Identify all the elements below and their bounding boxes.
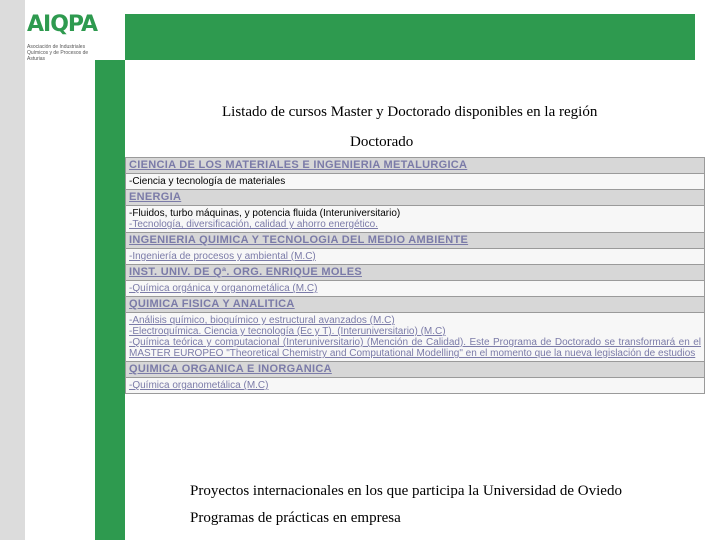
course-link[interactable]: -Química organometálica (M.C) bbox=[129, 380, 269, 391]
table-row bbox=[126, 297, 705, 313]
table-row bbox=[126, 158, 705, 174]
table-row bbox=[126, 265, 705, 281]
aiqpa-logo bbox=[25, 12, 98, 62]
area-cell[interactable] bbox=[126, 362, 705, 378]
international-projects-text: Proyectos internacionales en los que participa la Universidad de Oviedo bbox=[190, 483, 622, 499]
logo-tagline: Asociación de Industriales Químicos y de Procesos de Asturias bbox=[27, 44, 89, 62]
area-link[interactable]: ENERGIA bbox=[129, 191, 182, 203]
table-row bbox=[126, 174, 705, 190]
detail-cell bbox=[126, 378, 705, 394]
course-link[interactable]: -Ingeniería de procesos y ambiental (M.C) bbox=[129, 251, 316, 262]
course-link[interactable]: -Tecnología, diversificación, calidad y ahorro energético. bbox=[129, 219, 379, 230]
detail-cell bbox=[126, 281, 705, 297]
detail-cell bbox=[126, 206, 705, 233]
table-row bbox=[126, 313, 705, 362]
left-gray-bar bbox=[0, 0, 25, 540]
area-link[interactable]: QUIMICA ORGANICA E INORGANICA bbox=[129, 363, 332, 375]
table-row bbox=[126, 233, 705, 249]
green-header-band bbox=[125, 14, 695, 60]
page-subtitle: Doctorado bbox=[350, 134, 414, 150]
area-link[interactable]: QUIMICA FISICA Y ANALITICA bbox=[129, 298, 295, 310]
page-title: Listado de cursos Master y Doctorado disponibles en la región bbox=[222, 104, 598, 120]
courses-table bbox=[125, 157, 705, 394]
area-link[interactable]: INGENIERIA QUIMICA Y TECNOLOGIA DEL MEDIO AMBIENTE bbox=[129, 234, 469, 246]
detail-cell bbox=[126, 249, 705, 265]
internship-programs-text: Programas de prácticas en empresa bbox=[190, 510, 401, 526]
area-cell[interactable] bbox=[126, 233, 705, 249]
area-cell[interactable] bbox=[126, 297, 705, 313]
course-link[interactable]: -Química teórica y computacional (Interuniversitario) (Mención de Calidad). Este Programa de Doctorado se transformará en el MASTER EUROPEO "Theoretical Chemistry and Computational Modelling" en el momento que la nueva legislación de estudios bbox=[129, 337, 701, 359]
table-row bbox=[126, 378, 705, 394]
course-link[interactable]: -Electroquímica. Ciencia y tecnología (Ec y T). (Interuniversitario) (M.C) bbox=[129, 326, 446, 337]
logo-name: AIQPA bbox=[27, 12, 98, 37]
detail-cell bbox=[126, 313, 705, 362]
area-cell[interactable] bbox=[126, 190, 705, 206]
table-row bbox=[126, 362, 705, 378]
area-link[interactable]: INST. UNIV. DE Qª. ORG. ENRIQUE MOLES bbox=[129, 266, 362, 278]
area-cell[interactable] bbox=[126, 265, 705, 281]
table-row bbox=[126, 249, 705, 265]
course-link[interactable]: -Química orgánica y organometálica (M.C) bbox=[129, 283, 318, 294]
detail-cell bbox=[126, 174, 705, 190]
area-link[interactable]: CIENCIA DE LOS MATERIALES E INGENIERIA METALURGICA bbox=[129, 159, 468, 171]
course-item: -Fluidos, turbo máquinas, y potencia fluida (Interuniversitario) bbox=[129, 208, 401, 219]
green-side-bar bbox=[95, 60, 125, 540]
table-row bbox=[126, 281, 705, 297]
table-row bbox=[126, 190, 705, 206]
course-item: -Ciencia y tecnología de materiales bbox=[129, 176, 286, 187]
area-cell[interactable] bbox=[126, 158, 705, 174]
course-link[interactable]: -Análisis químico, bioquímico y estructural avanzados (M.C) bbox=[129, 315, 395, 326]
table-row bbox=[126, 206, 705, 233]
